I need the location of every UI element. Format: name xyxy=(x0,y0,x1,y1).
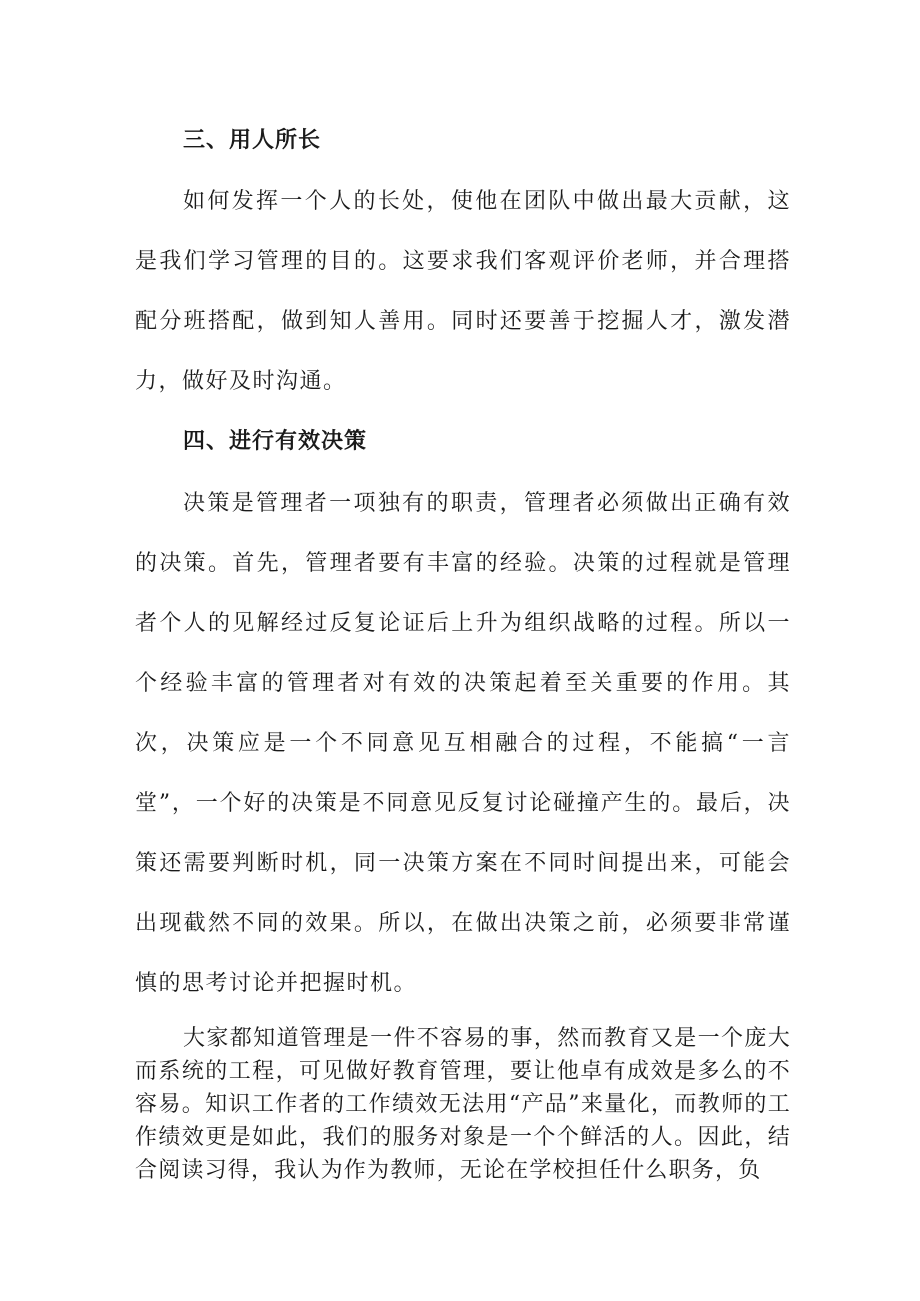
section-paragraph-3: 如何发挥一个人的长处，使他在团队中做出最大贡献，这是我们学习管理的目的。这要求我们客观评价老师，并合理搭配分班搭配，做到知人善用。同时还要善于挖掘人才，激发潜力，做好及时沟通。 xyxy=(135,189,791,394)
conclusion-paragraph: 大家都知道管理是一件不容易的事，然而教育又是一个庞大而系统的工程，可见做好教育管理，要让他卓有成效是多么的不容易。知识工作者的工作绩效无法用“产品”来量化，而教师的工作绩效更是如此，我们的服务对象是一个个鲜活的人。因此，结合阅读习得，我认为作为教师，无论在学校担任什么职务，负 xyxy=(135,1026,791,1183)
section-heading-4: 四、进行有效决策 xyxy=(183,429,368,454)
section-paragraph-4: 决策是管理者一项独有的职责，管理者必须做出正确有效的决策。首先，管理者要有丰富的经验。决策的过程就是管理者个人的见解经过反复论证后上升为组织战略的过程。所以一个经验丰富的管理者对有效的决策起着至关重要的作用。其次，决策应是一个不同意见互相融合的过程，不能搞“一言堂”，一个好的决策是不同意见反复讨论碰撞产生的。最后，决策还需要判断时机，同一决策方案在不同时间提出来，可能会出现截然不同的效果。所以，在做出决策之前，必须要非常谨慎的思考讨论并把握时机。 xyxy=(135,491,791,996)
section-heading-3: 三、用人所长 xyxy=(183,128,322,153)
